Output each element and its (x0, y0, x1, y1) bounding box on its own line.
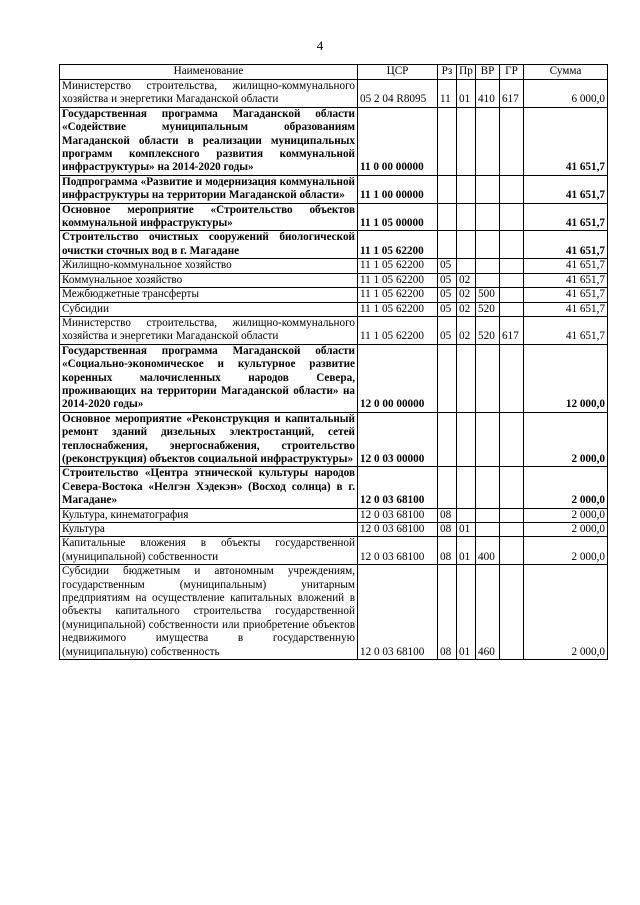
table-row (60, 344, 608, 412)
cell-gr (500, 288, 524, 302)
cell-vr: 520 (476, 302, 500, 316)
table-row (60, 175, 608, 203)
cell-sum: 41 651,7 (524, 288, 608, 302)
table-row (60, 316, 608, 344)
cell-csr: 12 0 03 68100 (358, 467, 438, 508)
cell-pr (457, 344, 476, 412)
cell-pr (457, 203, 476, 231)
cell-pr (457, 467, 476, 508)
cell-gr (500, 231, 524, 259)
cell-gr: 617 (500, 80, 524, 108)
cell-vr (476, 259, 500, 273)
cell-name: Министерство строительства, жилищно-коммунального хозяйства и энергетики Магаданской области (60, 316, 358, 344)
cell-csr: 12 0 03 68100 (358, 537, 438, 565)
cell-rz: 05 (438, 288, 457, 302)
cell-rz (438, 107, 457, 175)
cell-vr (476, 203, 500, 231)
cell-vr: 400 (476, 537, 500, 565)
cell-rz: 05 (438, 259, 457, 273)
cell-vr: 520 (476, 316, 500, 344)
cell-name: Государственная программа Магаданской области «Содействие муниципальным образованиям Магаданской области в реализации муниципальных программ комплексного развития коммунальной инфраструктуры» на 2014-2020 годы» (60, 107, 358, 175)
cell-rz (438, 412, 457, 467)
column-header-rz: Рз (438, 65, 457, 80)
cell-sum: 41 651,7 (524, 316, 608, 344)
cell-rz (438, 231, 457, 259)
cell-gr (500, 537, 524, 565)
table-row (60, 302, 608, 316)
cell-vr (476, 467, 500, 508)
cell-vr (476, 508, 500, 522)
cell-vr (476, 107, 500, 175)
cell-name: Субсидии бюджетным и автономным учреждениям, государственным (муниципальным) унитарным предприятиям на осуществление капитальных вложений в объекты капитального строительства государственной (муниципальной) собственности или приобретение объектов недвижимого имущества в государственную (муниципальную) собственность (60, 565, 358, 660)
cell-pr (457, 231, 476, 259)
cell-vr: 460 (476, 565, 500, 660)
cell-rz: 08 (438, 523, 457, 537)
cell-rz (438, 175, 457, 203)
cell-sum: 41 651,7 (524, 107, 608, 175)
cell-csr: 11 1 05 62200 (358, 273, 438, 287)
column-header-csr: ЦСР (358, 65, 438, 80)
cell-gr (500, 508, 524, 522)
cell-gr (500, 467, 524, 508)
cell-pr (457, 259, 476, 273)
cell-vr (476, 523, 500, 537)
cell-rz (438, 344, 457, 412)
page-number: 4 (316, 38, 324, 53)
column-header-gr: ГР (500, 65, 524, 80)
cell-vr: 410 (476, 80, 500, 108)
table-row (60, 273, 608, 287)
cell-name: Строительство очистных сооружений биологической очистки сточных вод в г. Магадане (60, 231, 358, 259)
cell-csr: 11 1 05 62200 (358, 231, 438, 259)
table-row (60, 80, 608, 108)
cell-vr (476, 412, 500, 467)
cell-vr (476, 175, 500, 203)
cell-csr: 12 0 03 68100 (358, 565, 438, 660)
cell-name: Субсидии (60, 302, 358, 316)
cell-csr: 11 1 05 00000 (358, 203, 438, 231)
cell-sum: 41 651,7 (524, 203, 608, 231)
cell-rz: 05 (438, 302, 457, 316)
cell-sum: 2 000,0 (524, 467, 608, 508)
cell-pr (457, 412, 476, 467)
cell-pr (457, 508, 476, 522)
cell-pr: 02 (457, 288, 476, 302)
cell-sum: 12 000,0 (524, 344, 608, 412)
cell-name: Строительство «Центра этнической культуры народов Севера-Востока «Нелгэн Хэдекэн» (Восход солнца) в г. Магадане» (60, 467, 358, 508)
cell-rz: 11 (438, 80, 457, 108)
cell-pr: 02 (457, 316, 476, 344)
table-row (60, 412, 608, 467)
column-header-name: Наименование (60, 65, 358, 80)
cell-rz: 08 (438, 565, 457, 660)
cell-name: Культура (60, 523, 358, 537)
cell-name: Подпрограмма «Развитие и модернизация коммунальной инфраструктуры на территории Магаданской области» (60, 175, 358, 203)
cell-name: Государственная программа Магаданской области «Социально-экономическое и культурное развитие коренных малочисленных народов Севера, проживающих на территории Магаданской области» на 2014-2020 годы» (60, 344, 358, 412)
cell-gr (500, 344, 524, 412)
cell-pr: 02 (457, 302, 476, 316)
cell-gr: 617 (500, 316, 524, 344)
cell-name: Культура, кинематография (60, 508, 358, 522)
cell-name: Капитальные вложения в объекты государственной (муниципальной) собственности (60, 537, 358, 565)
cell-rz: 08 (438, 537, 457, 565)
cell-sum: 41 651,7 (524, 273, 608, 287)
cell-csr: 11 1 05 62200 (358, 316, 438, 344)
cell-csr: 11 0 00 00000 (358, 107, 438, 175)
cell-sum: 41 651,7 (524, 259, 608, 273)
table-row (60, 565, 608, 660)
cell-name: Межбюджетные трансферты (60, 288, 358, 302)
cell-gr (500, 412, 524, 467)
cell-pr: 01 (457, 80, 476, 108)
cell-rz (438, 203, 457, 231)
cell-sum: 41 651,7 (524, 231, 608, 259)
cell-rz: 08 (438, 508, 457, 522)
cell-csr: 11 1 00 00000 (358, 175, 438, 203)
cell-vr (476, 231, 500, 259)
column-header-pr: Пр (457, 65, 476, 80)
cell-pr: 01 (457, 565, 476, 660)
cell-sum: 41 651,7 (524, 302, 608, 316)
cell-vr (476, 273, 500, 287)
cell-vr: 500 (476, 288, 500, 302)
cell-sum: 6 000,0 (524, 80, 608, 108)
table-row (60, 508, 608, 522)
table-row (60, 288, 608, 302)
table-row (60, 107, 608, 175)
cell-sum: 2 000,0 (524, 523, 608, 537)
cell-rz: 05 (438, 273, 457, 287)
cell-csr: 11 1 05 62200 (358, 302, 438, 316)
cell-csr: 05 2 04 R8095 (358, 80, 438, 108)
cell-vr (476, 344, 500, 412)
cell-pr: 01 (457, 537, 476, 565)
table-row (60, 537, 608, 565)
column-header-vr: ВР (476, 65, 500, 80)
cell-gr (500, 302, 524, 316)
cell-name: Основное мероприятие «Реконструкция и капитальный ремонт зданий дизельных электростанций, сетей теплоснабжения, энергоснабжения, строительство (реконструкция) объектов социальной инфраструктуры» (60, 412, 358, 467)
cell-csr: 12 0 03 68100 (358, 508, 438, 522)
cell-gr (500, 203, 524, 231)
cell-gr (500, 273, 524, 287)
cell-pr: 01 (457, 523, 476, 537)
cell-sum: 2 000,0 (524, 508, 608, 522)
cell-csr: 11 1 05 62200 (358, 288, 438, 302)
cell-pr (457, 107, 476, 175)
budget-table (59, 64, 608, 660)
cell-name: Жилищно-коммунальное хозяйство (60, 259, 358, 273)
cell-sum: 2 000,0 (524, 412, 608, 467)
cell-pr (457, 175, 476, 203)
cell-rz (438, 467, 457, 508)
table-body (60, 80, 608, 660)
cell-pr: 02 (457, 273, 476, 287)
cell-gr (500, 565, 524, 660)
cell-sum: 2 000,0 (524, 537, 608, 565)
cell-csr: 11 1 05 62200 (358, 259, 438, 273)
table-row (60, 467, 608, 508)
cell-name: Основное мероприятие «Строительство объектов коммунальной инфраструктуры» (60, 203, 358, 231)
cell-gr (500, 523, 524, 537)
cell-csr: 12 0 03 68100 (358, 523, 438, 537)
table-header-row (60, 65, 608, 80)
cell-sum: 2 000,0 (524, 565, 608, 660)
table-row (60, 523, 608, 537)
cell-gr (500, 175, 524, 203)
cell-gr (500, 259, 524, 273)
cell-sum: 41 651,7 (524, 175, 608, 203)
table-row (60, 231, 608, 259)
cell-rz: 05 (438, 316, 457, 344)
cell-name: Коммунальное хозяйство (60, 273, 358, 287)
cell-name: Министерство строительства, жилищно-коммунального хозяйства и энергетики Магаданской области (60, 80, 358, 108)
table-row (60, 259, 608, 273)
table-row (60, 203, 608, 231)
column-header-sum: Сумма (524, 65, 608, 80)
cell-gr (500, 107, 524, 175)
cell-csr: 12 0 03 00000 (358, 412, 438, 467)
cell-csr: 12 0 00 00000 (358, 344, 438, 412)
